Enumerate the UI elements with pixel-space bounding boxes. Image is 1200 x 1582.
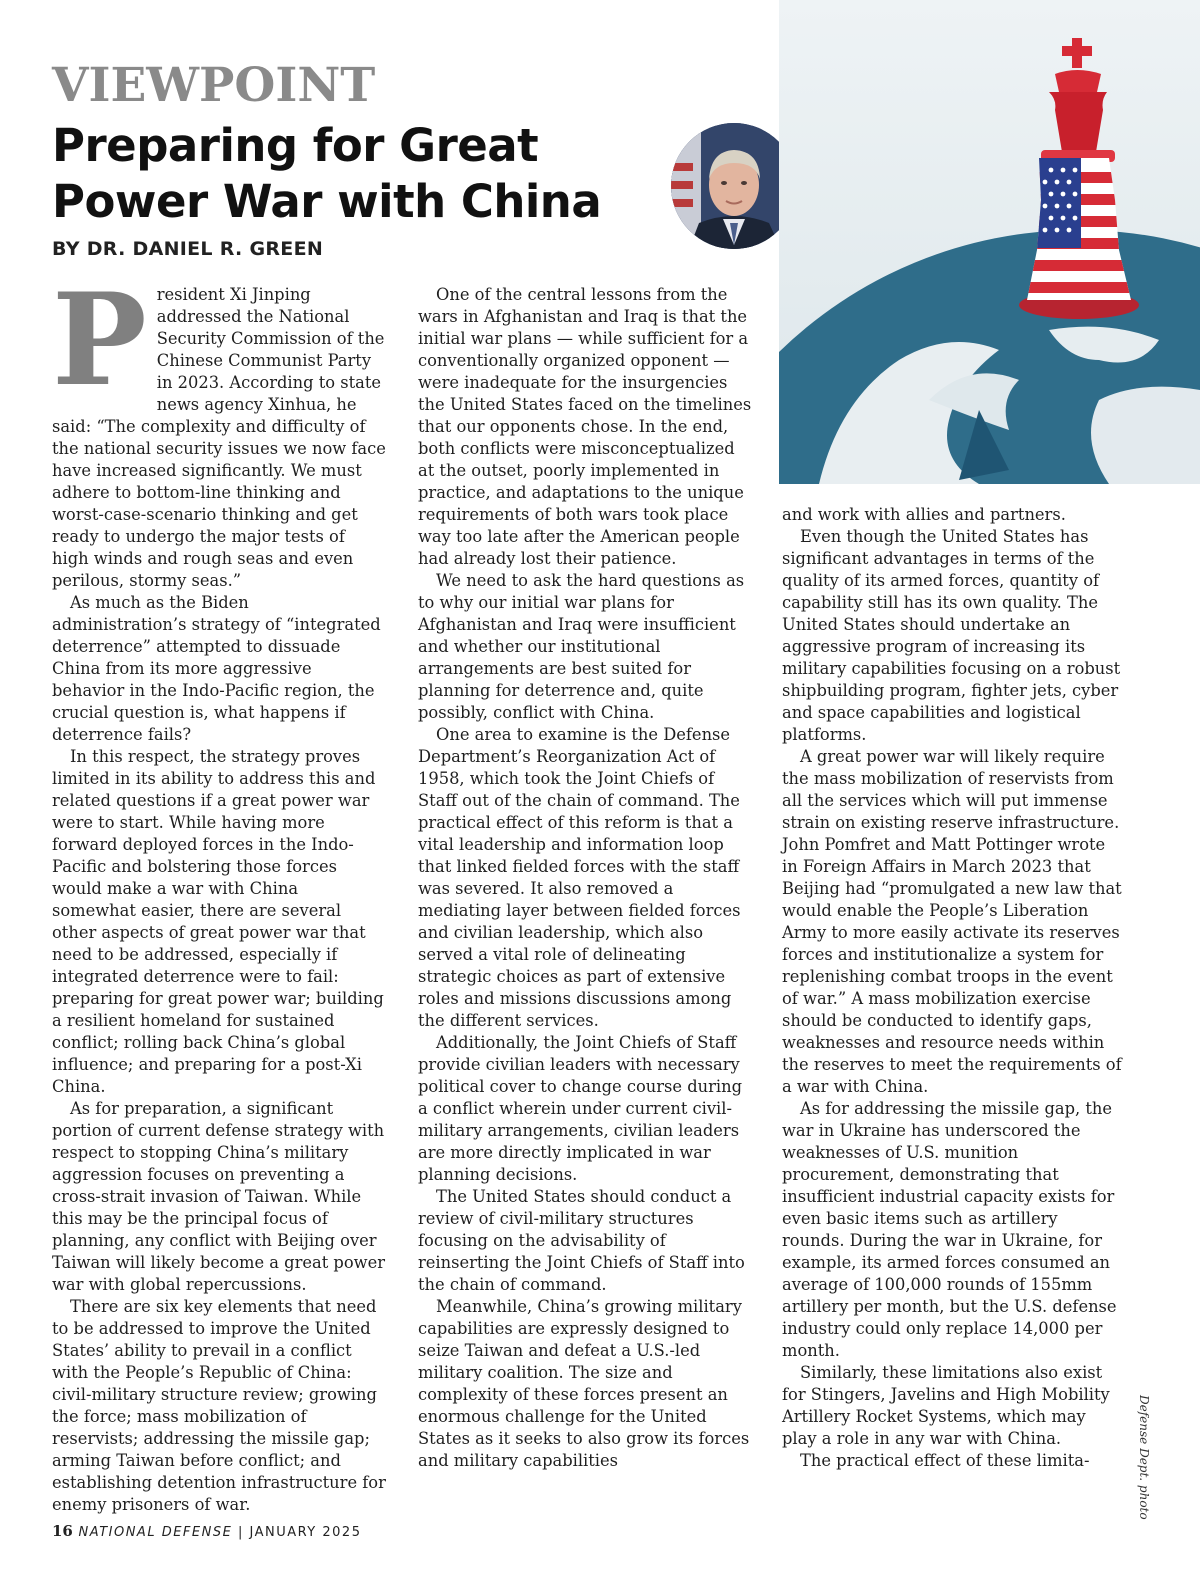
- paragraph: There are six key elements that need to be addressed to improve the United States’ ability to prevail in a conflict with the People’s Republic of China: civil-military structure review; growing the force; mass mobilization of reservists; addressing the missile gap; arming Taiwan before conflict; and establishing detention infrastructure for enemy prisoners of war.: [52, 1297, 386, 1514]
- paragraph: Meanwhile, China’s growing military capabilities are expressly designed to seize Taiwan and defeat a U.S.-led military coalition. The size and complexity of these forces present an enormous challenge for the United States as it seeks to also grow its forces and military capabilities: [418, 1297, 750, 1470]
- magazine-name: NATIONAL DEFENSE: [78, 1525, 233, 1540]
- page-number: 16: [52, 1522, 73, 1540]
- paragraph: Even though the United States has significant advantages in terms of the quality of its armed forces, quantity of capability still has its own quality. The United States should undertake an aggressive program of increasing its military capabilities focusing on a robust shipbuilding program, fighter jets, cyber and space capabilities and logistical platforms.: [782, 527, 1121, 744]
- article-column-2: [418, 284, 752, 1472]
- photo-credit: Defense Dept. photo: [1137, 1395, 1151, 1520]
- issue-date: JANUARY 2025: [249, 1525, 362, 1540]
- paragraph: The practical effect of these limita-: [800, 1451, 1090, 1470]
- drop-cap: P: [52, 266, 147, 414]
- article-column-3: [782, 504, 1122, 1472]
- section-kicker: VIEWPOINT: [52, 58, 376, 113]
- paragraph: and work with allies and partners.: [782, 505, 1066, 524]
- article-headline: Preparing for Great Power War with China: [52, 119, 602, 228]
- paragraph: Additionally, the Joint Chiefs of Staff provide civilian leaders with necessary political cover to change course during a conflict wherein under current civil-military arrangements, civilian leaders are more directly implicated in war planning decisions.: [418, 1033, 743, 1184]
- chess-king-flag-illustration: [779, 0, 1200, 484]
- article-byline: BY DR. DANIEL R. GREEN: [52, 238, 324, 260]
- paragraph: The United States should conduct a review of civil-military structures focusing on the advisability of reinserting the Joint Chiefs of Staff into the chain of command.: [418, 1187, 745, 1294]
- paragraph: resident Xi Jinping addressed the National Security Commission of the Chinese Communist Party in 2023. According to state news agency Xinhua, he said: “The complexity and difficulty of the national security issues we now face have increased significantly. We must adhere to bottom-line thinking and worst-case-scenario thinking and get ready to undergo the major tests of high winds and rough seas and even perilous, stormy seas.”: [52, 285, 386, 590]
- paragraph: In this respect, the strategy proves limited in its ability to address this and related questions if a great power war were to start. While having more forward deployed forces in the Indo-Pacific and bolstering those forces would make a war with China somewhat easier, there are several other aspects of great power war that need to be addressed, especially if integrated deterrence were to fail: preparing for great power war; building a resilient homeland for sustained conflict; rolling back China’s global influence; and preparing for a post-Xi China.: [52, 747, 384, 1096]
- footer-separator: |: [237, 1525, 244, 1540]
- paragraph: As for addressing the missile gap, the war in Ukraine has underscored the weaknesses of U.S. munition procurement, demonstrating that insufficient industrial capacity exists for even basic items such as artillery rounds. During the war in Ukraine, for example, its armed forces consumed an average of 100,000 rounds of 155mm artillery per month, but the U.S. defense industry could only replace 14,000 per month.: [782, 1099, 1117, 1360]
- hero-illustration: [779, 0, 1200, 484]
- paragraph: As for preparation, a significant portion of current defense strategy with respect to stopping China’s military aggression focuses on preventing a cross-strait invasion of Taiwan. While this may be the principal focus of planning, any conflict with Beijing over Taiwan will likely become a great power war with global repercussions.: [52, 1099, 385, 1294]
- paragraph: One area to examine is the Defense Department’s Reorganization Act of 1958, which took the Joint Chiefs of Staff out of the chain of command. The practical effect of this reform is that a vital leadership and information loop that linked fielded forces with the staff was severed. It also removed a mediating layer between fielded forces and civilian leadership, which also served a vital role of delineating strategic choices as part of extensive roles and missions discussions among the different services.: [418, 725, 741, 1030]
- paragraph: A great power war will likely require the mass mobilization of reservists from all the services which will put immense strain on existing reserve infrastructure. John Pomfret and Matt Pottinger wrote in Foreign Affairs in March 2023 that Beijing had “promulgated a new law that would enable the People’s Liberation Army to more easily activate its reserves forces and institutionalize a system for replenishing combat troops in the event of war.” A mass mobilization exercise should be conducted to identify gaps, weaknesses and resource needs within the reserves to meet the requirements of a war with China.: [782, 747, 1122, 1096]
- page-footer: [52, 1522, 361, 1540]
- paragraph: Similarly, these limitations also exist for Stingers, Javelins and High Mobility Artillery Rocket Systems, which may play a role in any war with China.: [782, 1363, 1110, 1448]
- paragraph: One of the central lessons from the wars in Afghanistan and Iraq is that the initial war plans — while sufficient for a conventionally organized opponent — were inadequate for the insurgencies the United States faced on the timelines that our opponents chose. In the end, both conflicts were misconceptualized at the outset, poorly implemented in practice, and adaptations to the unique requirements of both wars took place way too late after the American people had already lost their patience.: [418, 285, 752, 568]
- paragraph: As much as the Biden administration’s strategy of “integrated deterrence” attempted to dissuade China from its more aggressive behavior in the Indo-Pacific region, the crucial question is, what happens if deterrence fails?: [52, 593, 381, 744]
- paragraph: We need to ask the hard questions as to why our initial war plans for Afghanistan and Iraq were insufficient and whether our institutional arrangements are best suited for planning for deterrence and, quite possibly, conflict with China.: [418, 571, 745, 722]
- article-column-1: [52, 266, 386, 1516]
